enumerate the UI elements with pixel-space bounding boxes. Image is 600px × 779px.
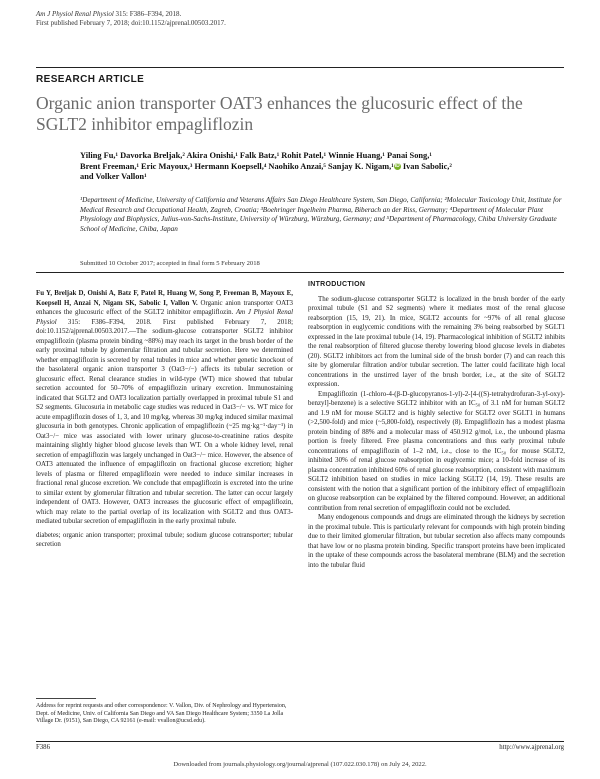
- abstract-citation-title: Organic anion transporter OAT3 enhances the glucosuric effect of the SGLT2 inhibitor empagliflozin.: [36, 299, 293, 316]
- journal-website-link[interactable]: http://www.ajprenal.org: [499, 744, 564, 751]
- article-title: Organic anion transporter OAT3 enhances the glucosuric effect of the SGLT2 inhibitor empagliflozin: [36, 93, 523, 134]
- journal-name: Am J Physiol Renal Physiol: [36, 10, 114, 18]
- front-matter-divider: [36, 272, 564, 273]
- affiliations: ¹Department of Medicine, University of California and Veterans Affairs San Diego Healthcare System, San Diego, California; ²Molecular Toxicology Unit, Institute for Medical Research and Occupational Health, Zagreb, Croatia; ³Boehringer Ingelheim Pharma, Biberach an der Riss, Germany; ⁴Department of Molecular Plant Physiology and Biophysics, Julius-von-Sachs-Institute, University of Würzburg, Würzburg, Germany; and ⁵Department of Pharmacology, Chiba University Graduate School of Medicine, Chiba, Japan: [80, 196, 562, 234]
- journal-header: [36, 10, 226, 28]
- section-label: RESEARCH ARTICLE: [36, 74, 145, 85]
- correspondence-footnote: Address for reprint requests and other correspondence: V. Vallon, Div. of Nephrology and Hypertension, Dept. of Medicine, Univ. of California San Diego and VA San Diego Healthcare System; 3350 La Jolla Village Dr. (9151), San Diego, CA 92161 (e-mail: vvallon@ucsd.edu).: [36, 703, 287, 725]
- page-number: F386: [36, 744, 50, 751]
- author-line-2-text: Brent Freeman,¹ Eric Mayoux,³ Hermann Koepsell,⁴ Naohiko Anzai,⁵ Sanjay K. Nigam,¹: [80, 161, 394, 171]
- intro-paragraph-2: Empagliflozin (1-chloro-4-(β-D-glucopyranos-1-yl)-2-[4-((S)-tetrahydrofuran-3-yl-oxy)-benzyl]-benzene) is a selective SGLT2 inhibitor with an IC₅₀ of 3.1 nM for human SGLT2 and 1.9 nM for mouse SGLT2 and is highly selective for SGLT2 over SGLT1 in humans (>2,500-fold) and mice (~5,800-fold), respectively (8). Empagliflozin has a modest plasma protein binding of 88% and a molecular mass of 450.912 g/mol, i.e., the unbound plasma portion is freely filtered. Free plasma concentrations and thus early proximal tubule concentrations of empagliflozin of 1–2 nM, i.e., close to the IC₅₀ for mouse SGLT2, inhibited 30% of renal glucose reabsorption in euglycemic mice; a 10-fold increase of its plasma concentration inhibited 60% of renal glucose reabsorption, consistent with maximum SGLT2 inhibition based on studies in mice lacking SGLT2 (14, 19). These results are consistent with the notion that a significant portion of the inhibitory effect of empagliflozin on glucose reabsorption can be explained by the filtered compound. However, an additional contribution from renal secretion of empagliflozin could not be excluded.: [308, 390, 565, 512]
- author-line-3: and Volker Vallon¹: [80, 172, 147, 182]
- footer-divider: [36, 741, 564, 742]
- abstract-citation-authors: Fu Y, Breljak D, Onishi A, Batz F, Patel R, Huang W, Song P, Freeman B, Mayoux E, Koepsell H, Anzai N, Nigam SK, Sabolic I, Vallon V.: [36, 290, 293, 307]
- journal-citation: 315: F386–F394, 2018.: [113, 10, 182, 18]
- intro-paragraph-1: The sodium-glucose cotransporter SGLT2 is localized in the brush border of the early proximal tubule (S1 and S2 segments) where it mediates most of the renal glucose reabsorption (15, 19, 21). In mice, SGLT2 accounts for ~97% of all renal glucose reabsorption in euglycemic conditions with the remaining 3% being reabsorbed by SGLT1 expressed in the late proximal tubule (14, 19). Pharmacological inhibition of SGLT2 inhibits the renal reabsorption of filtered glucose thereby lowering blood glucose levels in diabetes (20). SGLT2 inhibitors act from the luminal side of the brush border (7) and can reach this site by glomerular filtration and/or tubular secretion. The latter could facilitate high local concentrations in the unstirred layer of the brush border, i.e., at the site of SGLT2 expression.: [308, 295, 565, 388]
- orcid-icon[interactable]: iD: [394, 163, 400, 170]
- author-line-1: Yiling Fu,¹ Davorka Breljak,² Akira Onishi,¹ Falk Batz,¹ Rohit Patel,¹ Winnie Huang,¹ Panai Song,¹: [80, 151, 432, 160]
- introduction-heading: INTRODUCTION: [308, 281, 366, 288]
- abstract-citation-journal: Am J Physiol Renal Physiol: [36, 309, 293, 326]
- author-line-2: [80, 162, 580, 173]
- intro-paragraph-3: Many endogenous compounds and drugs are eliminated through the kidneys by secretion in the proximal tubule. This is particularly relevant for compounds with high protein binding due to their limited glomerular filtration, but tubular secretion also affects many compounds that have low or no plasma protein binding. Specific transport proteins have been implicated in the uptake of these compounds across the basolateral membrane (BLM) and the secretion into the tubular fluid: [308, 514, 565, 569]
- author-line-2-tail: Ivan Sabolic,²: [400, 161, 452, 171]
- header-divider: [36, 67, 564, 68]
- abstract-paragraph: [36, 289, 293, 527]
- introduction-column: [308, 280, 565, 570]
- abstract-body: 315: F386–F394, 2018. First published February 7, 2018; doi:10.1152/ajprenal.00503.2017.—The sodium-glucose cotransporter SGLT2 inhibitor empagliflozin (plasma protein binding ~88%) may reach its target in the brush border of the early proximal tubule by glomerular filtration and tubular secretion. Here we determined whether empagliflozin is secreted by renal tubules in mice and whether genetic knockout of the basolateral organic anion transporter 3 (Oat3−/−) affects its tubular secretion or glucosuric effect. Renal clearance studies in wild-type (WT) mice showed that tubular secretion accounted for 50–70% of empagliflozin urinary excretion. Immunostaining indicated that SGLT2 and OAT3 localization partially overlapped in proximal tubule S1 and S2 segments. Glucosuria in metabolic cage studies was reduced in Oat3−/− vs. WT mice for acute empagliflozin doses of 1, 3, and 10 mg/kg, whereas 30 mg/kg induced similar maximal glucosuria in both genotypes. Chronic application of empagliflozin (~25 mg·kg⁻¹·day⁻¹) in Oat3−/− mice was associated with lower urinary glucose-to-creatinine ratios despite maintaining slightly higher blood glucose levels than WT. On a whole kidney level, renal secretion of empagliflozin was largely unchanged in Oat3−/− mice. However, the absence of OAT3 attenuated the influence of empagliflozin on fractional glucose excretion; higher levels of plasma or filtered empagliflozin were needed to induce similar increases in fractional renal glucose excretion. We conclude that empagliflozin is excreted into the urine to similar extent by glomerular filtration and tubular secretion. The latter can occur largely independent of OAT3. However, OAT3 increases the glucosuric effect of empagliflozin, which may relate to the partial overlap of its localization with SGLT2 and thus OAT3-mediated tubular secretion of empagliflozin in the early proximal tubule.: [36, 318, 293, 525]
- abstract-column: [36, 289, 293, 550]
- first-published-line: First published February 7, 2018; doi:10.1152/ajprenal.00503.2017.: [36, 19, 226, 27]
- author-list: [80, 151, 580, 183]
- download-notice: Downloaded from journals.physiology.org/journal/ajprenal (107.022.030.178) on July 24, 2022.: [173, 761, 427, 768]
- footnote-divider: [36, 698, 96, 699]
- keywords: diabetes; organic anion transporter; proximal tubule; sodium glucose cotransporter; tubular secretion: [36, 531, 293, 548]
- submission-dates: Submitted 10 October 2017; accepted in final form 5 February 2018: [80, 260, 260, 267]
